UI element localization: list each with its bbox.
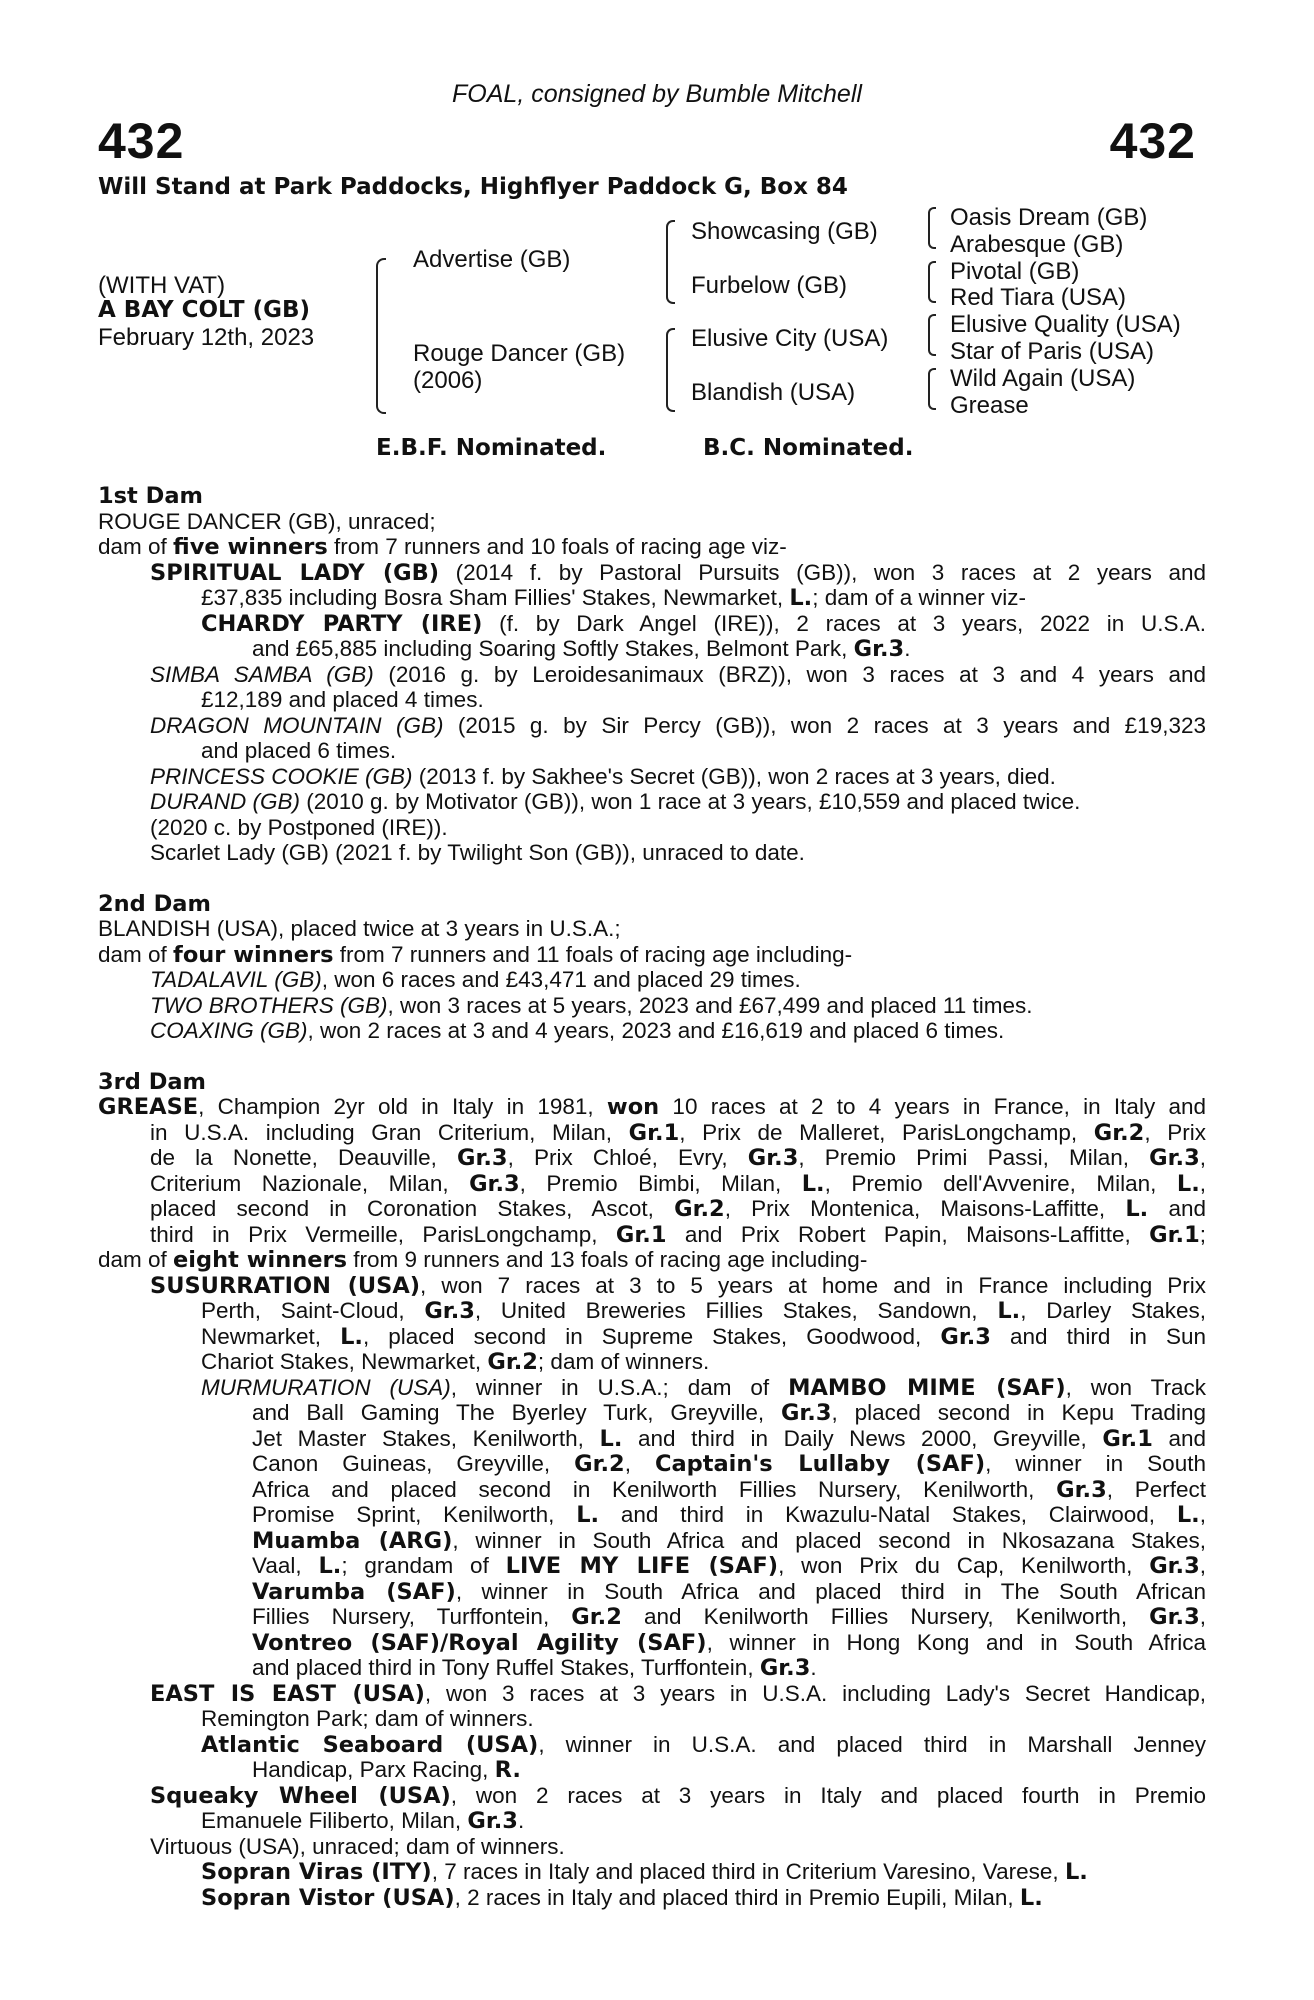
third-dam-line: Vontreo (SAF)/Royal Agility (SAF), winner in Hong Kong and in South Africa <box>252 1629 1206 1655</box>
first-dam-line: £37,835 including Bosra Sham Fillies' Stakes, Newmarket, L.; dam of a winner viz- <box>201 585 1027 611</box>
third-dam-line: Newmarket, L., placed second in Supreme Stakes, Goodwood, Gr.3 and third in Sun <box>201 1323 1206 1349</box>
first-dam-line: and placed 6 times. <box>201 738 397 763</box>
subject-dob: February 12th, 2023 <box>98 324 315 351</box>
third-dam-line: placed second in Coronation Stakes, Ascot, Gr.2, Prix Montenica, Maisons-Laffitte, L. and <box>150 1196 1206 1222</box>
third-dam-line: EAST IS EAST (USA), won 3 races at 3 years in U.S.A. including Lady's Secret Handicap, <box>150 1680 1206 1706</box>
pedigree-brace-gen3-4 <box>928 368 936 410</box>
third-dam-line: Emanuele Filiberto, Milan, Gr.3. <box>201 1808 525 1834</box>
first-dam-line: ROUGE DANCER (GB), unraced; <box>98 508 436 534</box>
third-dam-line: Varumba (SAF), winner in South Africa and placed third in The South African <box>252 1578 1206 1604</box>
second-dam-line: COAXING (GB), won 2 races at 3 and 4 years, 2023 and £16,619 and placed 6 times. <box>150 1018 1005 1043</box>
third-dam-line: Handicap, Parx Racing, R. <box>252 1757 521 1783</box>
pedigree-brace-dam <box>666 328 675 412</box>
third-dam-line: Perth, Saint-Cloud, Gr.3, United Breweries Fillies Stakes, Sandown, L., Darley Stakes, <box>201 1298 1206 1324</box>
gen3-ssd: Arabesque (GB) <box>950 231 1124 258</box>
vat-note: (WITH VAT) <box>98 272 226 299</box>
first-dam-line: and £65,885 including Soaring Softly Stakes, Belmont Park, Gr.3. <box>252 636 911 662</box>
first-dam-line: SPIRITUAL LADY (GB) (2014 f. by Pastoral Pursuits (GB)), won 3 races at 2 years and <box>150 559 1206 585</box>
third-dam-heading: 3rd Dam <box>98 1068 206 1095</box>
second-dam-heading: 2nd Dam <box>98 890 211 917</box>
sire-dam: Furbelow (GB) <box>691 272 848 299</box>
third-dam-line: MURMURATION (USA), winner in U.S.A.; dam of MAMBO MIME (SAF), won Track <box>201 1374 1206 1400</box>
third-dam-line: Canon Guineas, Greyville, Gr.2, Captain's Lullaby (SAF), winner in South <box>252 1451 1206 1477</box>
third-dam-line: Chariot Stakes, Newmarket, Gr.2; dam of winners. <box>201 1349 710 1375</box>
first-dam-line: dam of five winners from 7 runners and 10 foals of racing age viz- <box>98 534 787 560</box>
second-dam-line: TADALAVIL (GB), won 6 races and £43,471 and placed 29 times. <box>150 967 801 992</box>
pedigree-brace-gen3-1 <box>928 207 936 249</box>
sire: Advertise (GB) <box>413 246 571 273</box>
third-dam-line: Atlantic Seaboard (USA), winner in U.S.A. and placed third in Marshall Jenney <box>201 1731 1206 1757</box>
first-dam-line: DRAGON MOUNTAIN (GB) (2015 g. by Sir Percy (GB)), won 2 races at 3 years and £19,323 <box>150 712 1206 738</box>
third-dam-line: de la Nonette, Deauville, Gr.3, Prix Chloé, Evry, Gr.3, Premio Primi Passi, Milan, Gr.3, <box>150 1145 1206 1171</box>
third-dam-line: Sopran Vistor (USA), 2 races in Italy and placed third in Premio Eupili, Milan, L. <box>201 1884 1043 1911</box>
sire-sire: Showcasing (GB) <box>691 218 878 245</box>
third-dam-line: and placed third in Tony Ruffel Stakes, Turffontein, Gr.3. <box>252 1655 817 1681</box>
gen3-sdd: Red Tiara (USA) <box>950 284 1127 311</box>
dam-dam: Blandish (USA) <box>691 379 856 406</box>
third-dam-line: Jet Master Stakes, Kenilworth, L. and third in Daily News 2000, Greyville, Gr.1 and <box>252 1425 1206 1451</box>
third-dam-line: GREASE, Champion 2yr old in Italy in 1981, won 10 races at 2 to 4 years in France, in Italy and <box>98 1094 1206 1120</box>
third-dam-line: Sopran Viras (ITY), 7 races in Italy and placed third in Criterium Varesino, Varese, L. <box>201 1859 1088 1885</box>
gen3-dds: Wild Again (USA) <box>950 365 1136 392</box>
third-dam-line: Africa and placed second in Kenilworth Fillies Nursery, Kenilworth, Gr.3, Perfect <box>252 1476 1206 1502</box>
second-dam-line: BLANDISH (USA), placed twice at 3 years in U.S.A.; <box>98 916 621 941</box>
third-dam-line: Criterium Nazionale, Milan, Gr.3, Premio Bimbi, Milan, L., Premio dell'Avvenire, Milan, L., <box>150 1170 1206 1196</box>
third-dam-line: Squeaky Wheel (USA), won 2 races at 3 years in Italy and placed fourth in Premio <box>150 1782 1206 1808</box>
first-dam-line: CHARDY PARTY (IRE) (f. by Dark Angel (IRE)), 2 races at 3 years, 2022 in U.S.A. <box>201 610 1206 636</box>
third-dam-line: Virtuous (USA), unraced; dam of winners. <box>150 1833 565 1859</box>
subject-name: A BAY COLT (GB) <box>98 297 311 323</box>
pedigree-brace-gen3-2 <box>928 261 936 303</box>
first-dam-line: Scarlet Lady (GB) (2021 f. by Twilight Son (GB)), unraced to date. <box>150 840 805 865</box>
third-dam-line: Fillies Nursery, Turffontein, Gr.2 and Kenilworth Fillies Nursery, Kenilworth, Gr.3, <box>252 1604 1206 1630</box>
pedigree-brace-gen3-3 <box>928 314 936 356</box>
gen3-sds: Pivotal (GB) <box>950 258 1080 285</box>
gen3-dsd: Star of Paris (USA) <box>950 338 1155 365</box>
first-dam-line: £12,189 and placed 4 times. <box>201 687 484 712</box>
dam: Rouge Dancer (GB) <box>413 340 626 367</box>
stand-location: Will Stand at Park Paddocks, Highflyer Paddock G, Box 84 <box>98 174 848 200</box>
third-dam-line: third in Prix Vermeille, ParisLongchamp, Gr.1 and Prix Robert Papin, Maisons-Laffitte, Gr.1; <box>150 1221 1206 1247</box>
first-dam-line: DURAND (GB) (2010 g. by Motivator (GB)), won 1 race at 3 years, £10,559 and placed twice. <box>150 789 1081 814</box>
third-dam-line: in U.S.A. including Gran Criterium, Milan, Gr.1, Prix de Malleret, ParisLongchamp, Gr.2, Prix <box>150 1119 1206 1145</box>
ebf-nominated: E.B.F. Nominated. <box>376 435 607 461</box>
first-dam-line: (2020 c. by Postponed (IRE)). <box>150 814 448 840</box>
second-dam-line: dam of four winners from 7 runners and 11 foals of racing age including- <box>98 941 853 968</box>
pedigree-brace-parents <box>376 258 386 414</box>
third-dam-line: Muamba (ARG), winner in South Africa and placed second in Nkosazana Stakes, <box>252 1527 1206 1553</box>
lot-number-left: 432 <box>98 113 185 169</box>
gen3-ddd: Grease <box>950 392 1029 419</box>
third-dam-line: dam of eight winners from 9 runners and 13 foals of racing age including- <box>98 1247 868 1273</box>
dam-year: (2006) <box>413 367 483 394</box>
bc-nominated: B.C. Nominated. <box>703 435 914 461</box>
first-dam-line: SIMBA SAMBA (GB) (2016 g. by Leroidesanimaux (BRZ)), won 3 races at 3 and 4 years and <box>150 661 1206 687</box>
gen3-dss: Elusive Quality (USA) <box>950 311 1181 338</box>
first-dam-line: PRINCESS COOKIE (GB) (2013 f. by Sakhee's Secret (GB)), won 2 races at 3 years, died. <box>150 763 1056 789</box>
third-dam-line: Remington Park; dam of winners. <box>201 1706 534 1731</box>
lot-number-right: 432 <box>1109 113 1196 169</box>
second-dam-line: TWO BROTHERS (GB), won 3 races at 5 years, 2023 and £67,499 and placed 11 times. <box>150 992 1033 1018</box>
pedigree-brace-sire <box>666 220 675 304</box>
third-dam-line: SUSURRATION (USA), won 7 races at 3 to 5 years at home and in France including Prix <box>150 1272 1206 1298</box>
third-dam-line: Promise Sprint, Kenilworth, L. and third in Kwazulu-Natal Stakes, Clairwood, L., <box>252 1502 1206 1528</box>
first-dam-heading: 1st Dam <box>98 483 203 509</box>
consignor-line: FOAL, consigned by Bumble Mitchell <box>452 80 862 108</box>
third-dam-line: Vaal, L.; grandam of LIVE MY LIFE (SAF), won Prix du Cap, Kenilworth, Gr.3, <box>252 1553 1206 1579</box>
catalogue-body <box>98 483 1206 1910</box>
dam-sire: Elusive City (USA) <box>691 325 889 352</box>
gen3-sss: Oasis Dream (GB) <box>950 204 1148 231</box>
third-dam-line: and Ball Gaming The Byerley Turk, Greyville, Gr.3, placed second in Kepu Trading <box>252 1400 1206 1426</box>
